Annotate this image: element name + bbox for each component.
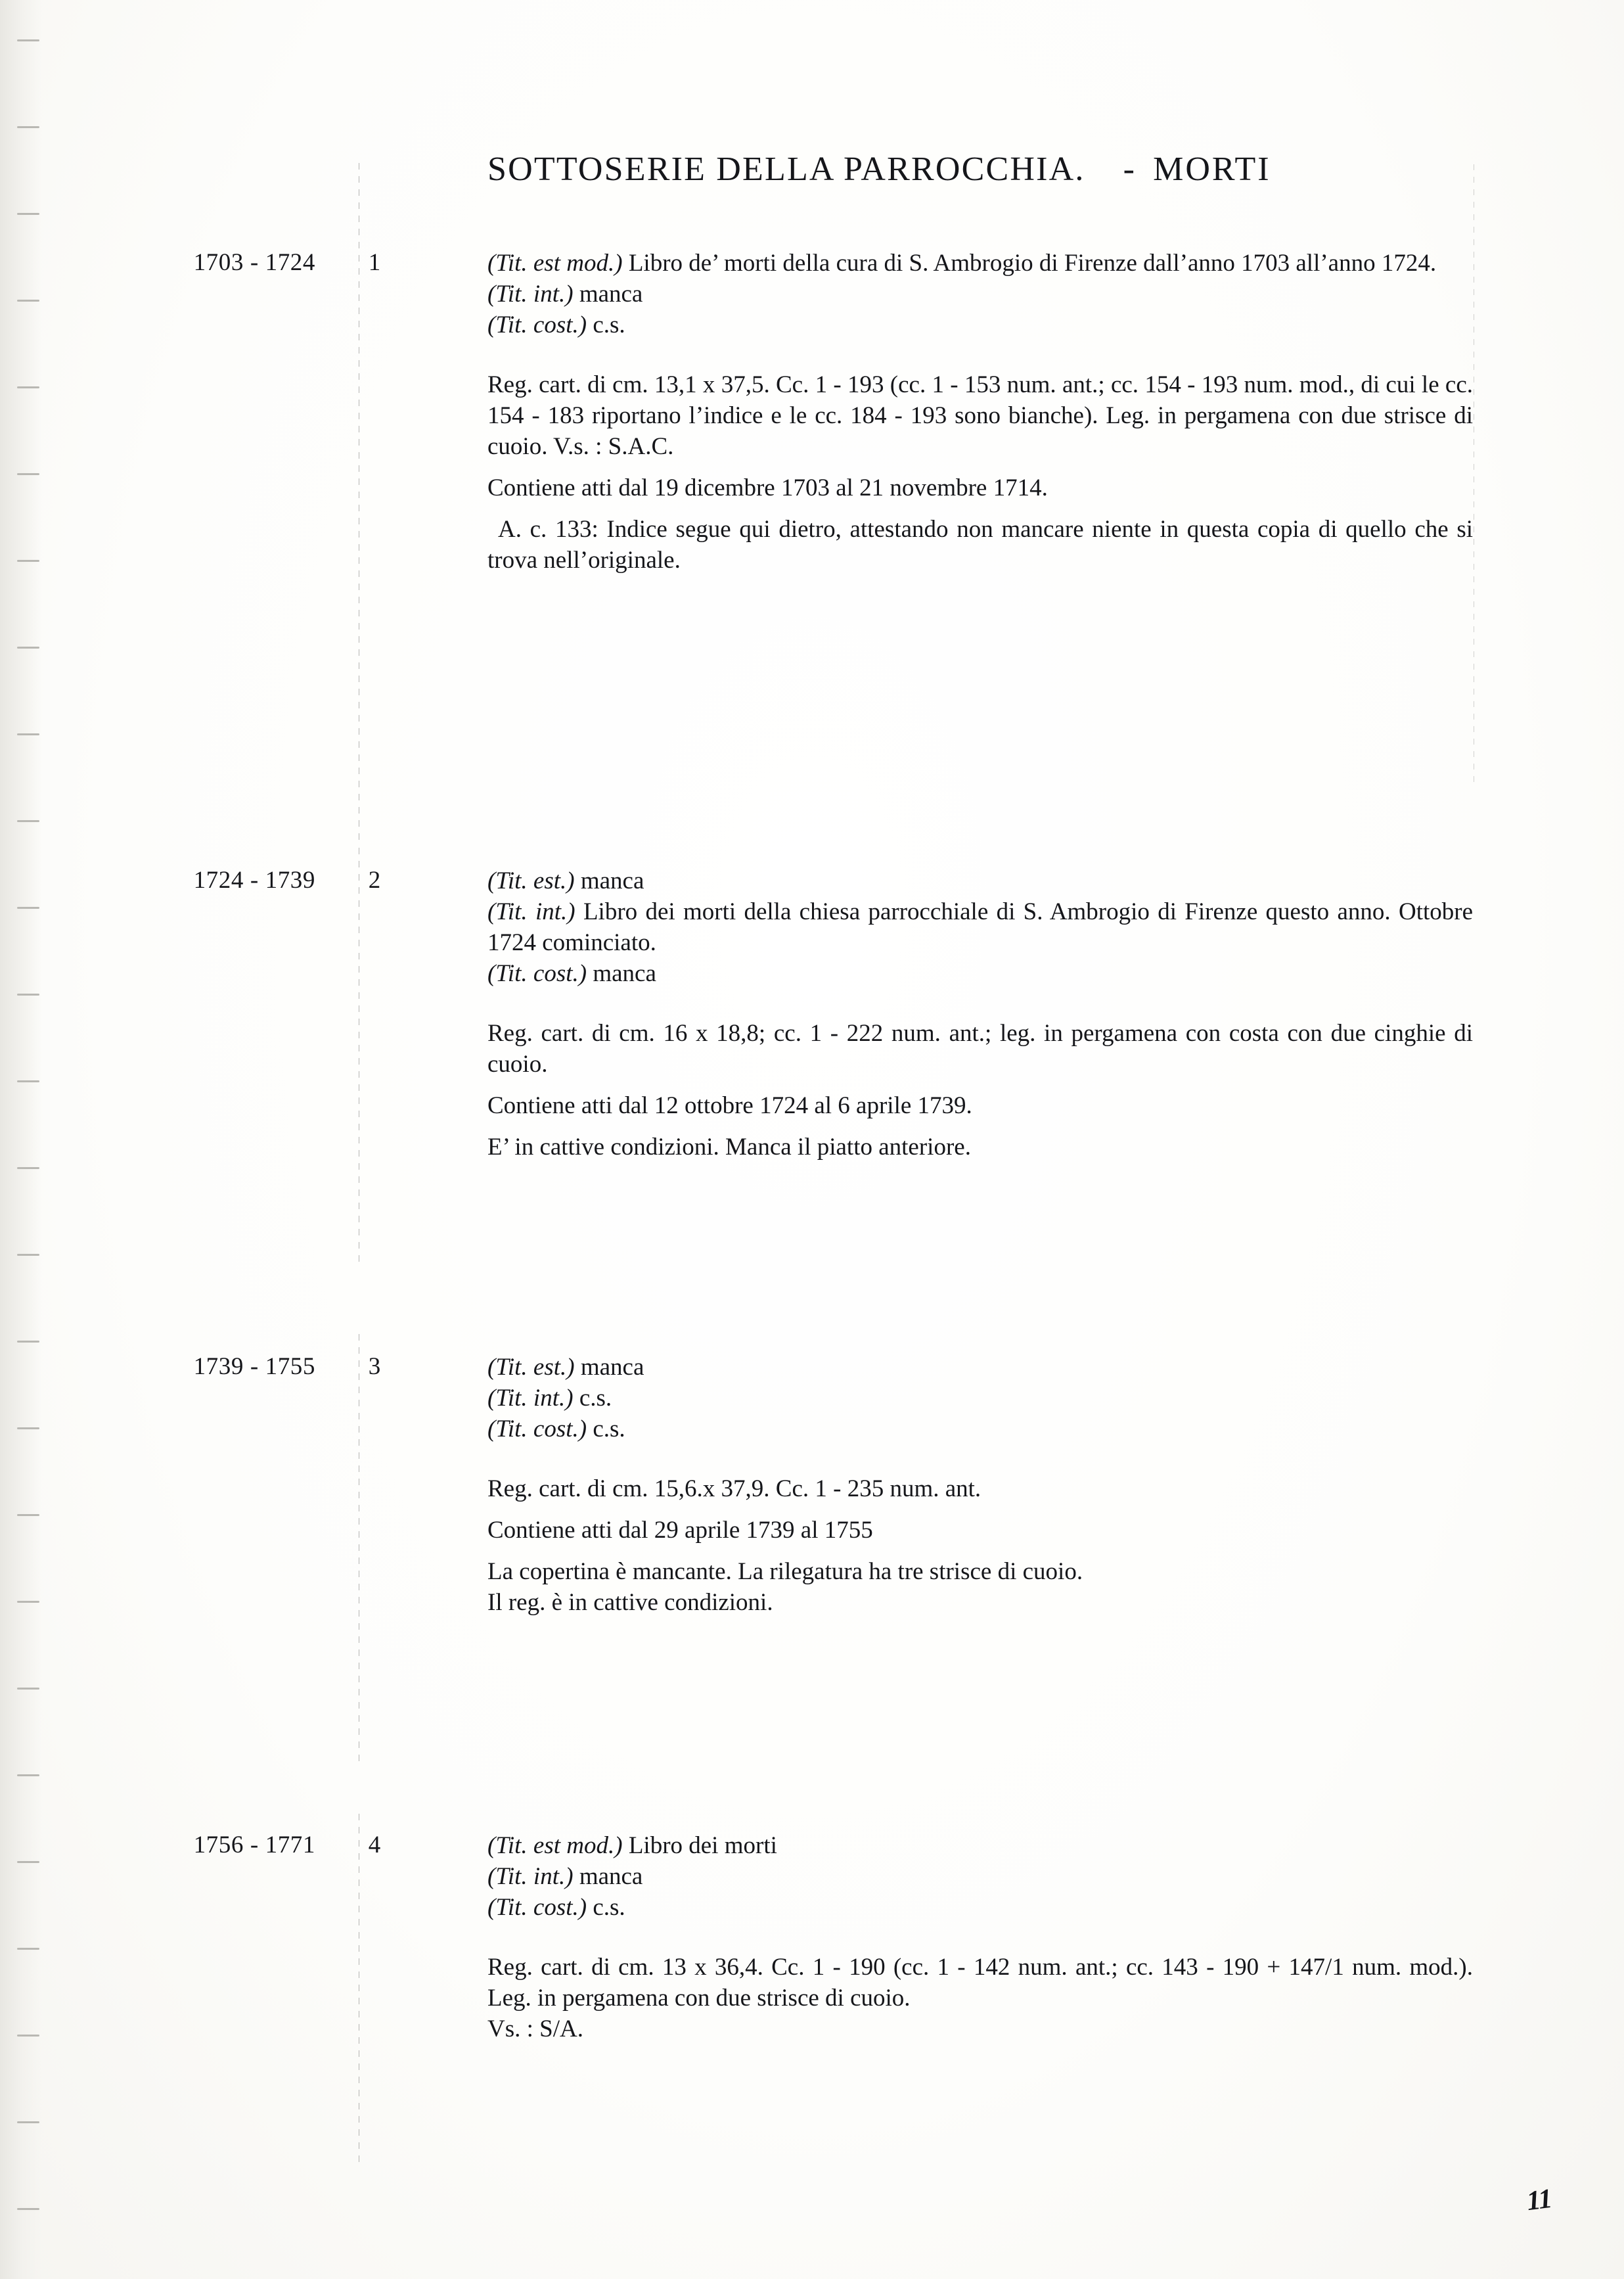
entry-paragraph: Reg. cart. di cm. 16 x 18,8; cc. 1 - 222 num. ant.; leg. in pergamena con costa con due cinghie di cuoio.: [487, 1019, 1473, 1078]
entry-paragraph: (Tit. cost.) c.s.: [487, 311, 625, 338]
entry-number: 3: [368, 1353, 381, 1380]
entry-paragraph: (Tit. int.) Libro dei morti della chiesa parrocchiale di S. Ambrogio di Firenze questo anno. Ottobre 1724 cominciato.: [487, 898, 1473, 956]
entry-paragraph: A. c. 133: Indice segue qui dietro, attestando non mancare niente in questa copia di quello che si trova nell’originale.: [487, 515, 1473, 574]
title-label: (Tit. est mod.): [487, 1832, 623, 1859]
entry-paragraph: (Tit. est mod.) Libro de’ morti della cura di S. Ambrogio di Firenze dall’anno 1703 all’anno 1724.: [487, 250, 1437, 277]
title-label: (Tit. est mod.): [487, 250, 623, 277]
page-title: [487, 150, 1499, 189]
title-label: (Tit. int.): [487, 898, 575, 925]
title-label: (Tit. int.): [487, 1384, 574, 1412]
entry-paragraph: Il reg. è in cattive condizioni.: [487, 1588, 773, 1616]
entry-paragraph: (Tit. int.) c.s.: [487, 1384, 612, 1412]
entry-paragraph: Reg. cart. di cm. 13,1 x 37,5. Cc. 1 - 193 (cc. 1 - 153 num. ant.; cc. 154 - 193 num. mod., di cui le cc. 154 - 183 riportano l’indice e le cc. 184 - 193 sono bianche). Leg. in pergamena con due strisce di cuoio. V.s. : S.A.C.: [487, 371, 1473, 460]
title-label: (Tit. int.): [487, 1862, 574, 1890]
title-label: (Tit. est.): [487, 1354, 575, 1381]
page-title-section: MORTI: [1153, 150, 1271, 188]
entry-paragraph: Reg. cart. di cm. 13 x 36,4. Cc. 1 - 190 (cc. 1 - 142 num. ant.; cc. 143 - 190 + 147/1 num. mod.). Leg. in pergamena con due strisce di cuoio.: [487, 1953, 1473, 2012]
entry-paragraph: Contiene atti dal 12 ottobre 1724 al 6 aprile 1739.: [487, 1092, 972, 1119]
entry-date-range: 1756 - 1771: [193, 1831, 315, 1858]
entry-body: [487, 866, 1473, 1163]
entry-date-range: 1703 - 1724: [193, 249, 315, 276]
entry-paragraph: (Tit. est.) manca: [487, 1354, 644, 1381]
title-label: (Tit. est.): [487, 867, 575, 894]
entry-body: [487, 1352, 1473, 1619]
title-label: (Tit. cost.): [487, 1415, 587, 1442]
entry-paragraph: E’ in cattive condizioni. Manca il piatto anteriore.: [487, 1133, 971, 1161]
entry-paragraph: (Tit. cost.) manca: [487, 959, 656, 987]
entry-date-range: 1739 - 1755: [193, 1353, 315, 1380]
entry-date-range: 1724 - 1739: [193, 867, 315, 894]
entry-body: [487, 1831, 1473, 2045]
page-title-dash: -: [1123, 150, 1137, 188]
entry-number: 4: [368, 1831, 381, 1858]
entry-paragraph: (Tit. cost.) c.s.: [487, 1415, 625, 1442]
entry-paragraph: (Tit. est mod.) Libro dei morti: [487, 1832, 777, 1859]
entry-paragraph: Vs. : S/A.: [487, 2015, 583, 2042]
title-label: (Tit. int.): [487, 280, 574, 308]
entry-paragraph: La copertina è mancante. La rilegatura ha tre strisce di cuoio.: [487, 1557, 1083, 1585]
page-number: 11: [1525, 2183, 1554, 2217]
entry-paragraph: (Tit. est.) manca: [487, 867, 644, 894]
entry-number: 1: [368, 249, 381, 276]
title-label: (Tit. cost.): [487, 1893, 587, 1921]
title-label: (Tit. cost.): [487, 959, 587, 987]
entry-paragraph: (Tit. int.) manca: [487, 280, 643, 308]
entry-paragraph: (Tit. cost.) c.s.: [487, 1893, 625, 1921]
entry-paragraph: Contiene atti dal 29 aprile 1739 al 1755: [487, 1516, 873, 1544]
title-label: (Tit. cost.): [487, 311, 587, 338]
page-title-main: SOTTOSERIE DELLA PARROCCHIA.: [487, 150, 1085, 188]
entry-number: 2: [368, 867, 381, 894]
entry-paragraph: Contiene atti dal 19 dicembre 1703 al 21 novembre 1714.: [487, 474, 1048, 501]
entry-paragraph: Reg. cart. di cm. 15,6.x 37,9. Cc. 1 - 235 num. ant.: [487, 1475, 981, 1502]
entry-paragraph: (Tit. int.) manca: [487, 1862, 643, 1890]
entry-body: [487, 248, 1473, 576]
